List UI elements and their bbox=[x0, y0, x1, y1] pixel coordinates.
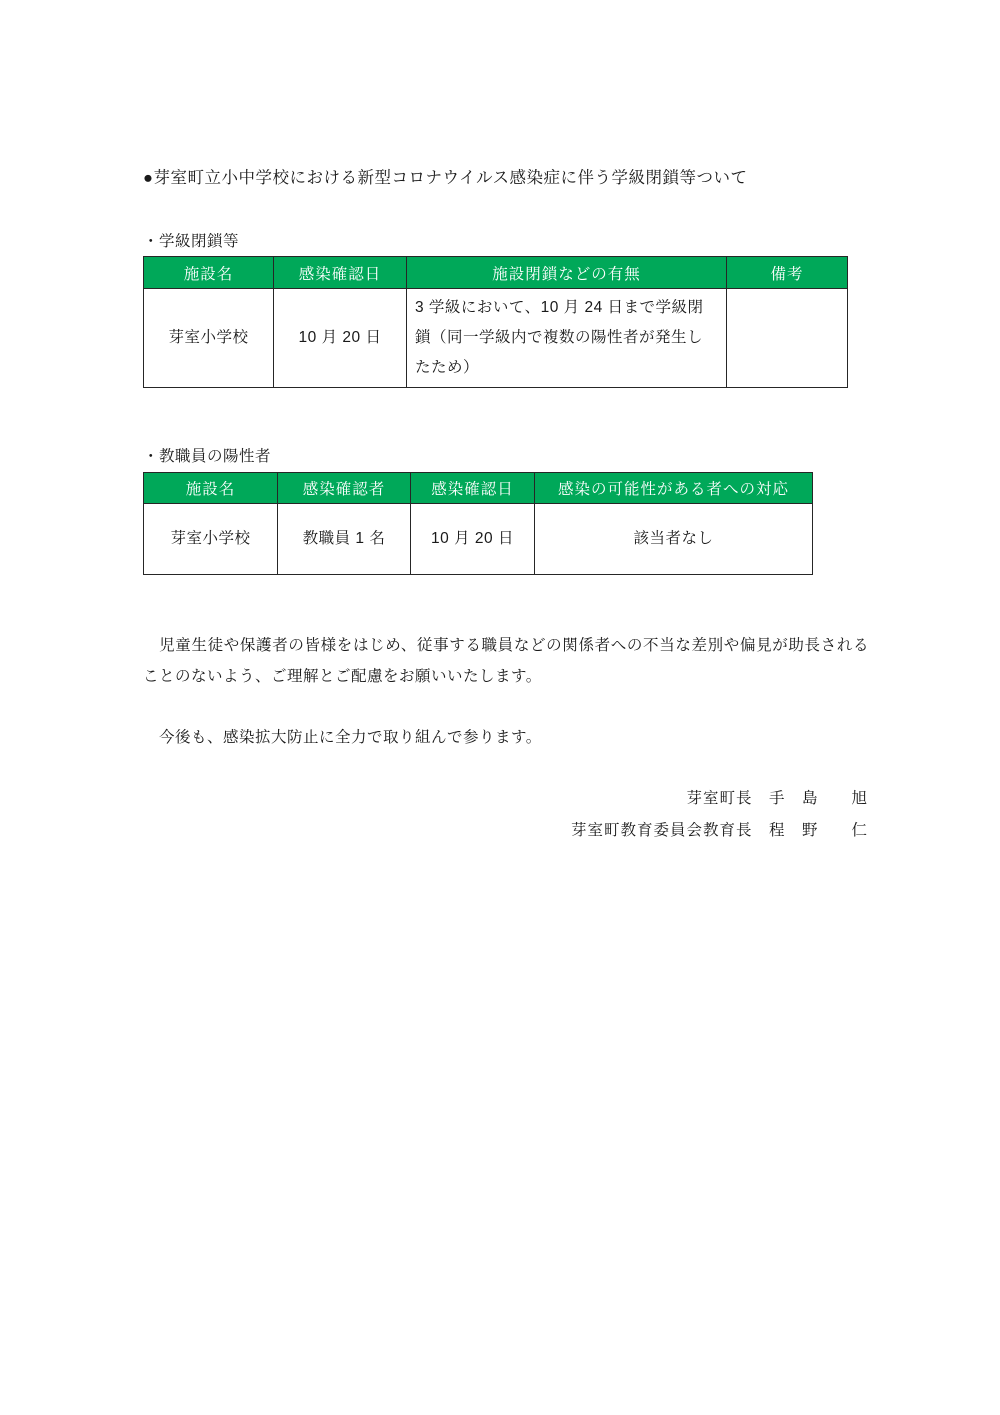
cell-remarks bbox=[727, 289, 848, 388]
section-heading-class-closure: ・学級閉鎖等 bbox=[143, 233, 240, 250]
cell-contact-response: 該当者なし bbox=[535, 504, 813, 575]
cell-confirm-date: 10 月 20 日 bbox=[411, 504, 535, 575]
body-paragraph-prevention-pledge: 今後も、感染拡大防止に全力で取り組んで参ります。 bbox=[143, 729, 542, 746]
header-cell-confirm-date: 感染確認日 bbox=[274, 257, 407, 289]
signature-superintendent: 芽室町教育委員会教育長 程 野 仁 bbox=[570, 822, 868, 839]
cell-confirm-date: 10 月 20 日 bbox=[274, 289, 407, 388]
class-closure-table bbox=[143, 256, 848, 388]
staff-positives-table bbox=[143, 472, 813, 575]
header-cell-closure-status: 施設閉鎖などの有無 bbox=[407, 257, 727, 289]
cell-facility: 芽室小学校 bbox=[144, 289, 274, 388]
table-row bbox=[144, 504, 813, 575]
header-cell-facility: 施設名 bbox=[144, 473, 278, 504]
signature-mayor: 芽室町長 手 島 旭 bbox=[686, 790, 868, 807]
body-paragraph-discrimination-notice: 児童生徒や保護者の皆様をはじめ、従事する職員などの関係者への不当な差別や偏見が助長されることのないよう、ご理解とご配慮をお願いいたします。 bbox=[143, 637, 869, 685]
document-title: ●芽室町立小中学校における新型コロナウイルス感染症に伴う学級閉鎖等ついて bbox=[143, 169, 748, 187]
cell-facility: 芽室小学校 bbox=[144, 504, 278, 575]
staff-positives-header-row bbox=[144, 473, 813, 504]
section-heading-staff-positives: ・教職員の陽性者 bbox=[143, 448, 272, 465]
class-closure-header-row bbox=[144, 257, 848, 289]
header-cell-contact-response: 感染の可能性がある者への対応 bbox=[535, 473, 813, 504]
header-cell-confirmed-person: 感染確認者 bbox=[278, 473, 411, 504]
cell-closure-status: 3 学級において、10 月 24 日まで学級閉鎖（同一学級内で複数の陽性者が発生したため） bbox=[407, 289, 727, 388]
header-cell-confirm-date: 感染確認日 bbox=[411, 473, 535, 504]
signature-block bbox=[571, 783, 868, 847]
header-cell-facility: 施設名 bbox=[144, 257, 274, 289]
table-row bbox=[144, 289, 848, 388]
cell-confirmed-person: 教職員 1 名 bbox=[278, 504, 411, 575]
header-cell-remarks: 備考 bbox=[727, 257, 848, 289]
